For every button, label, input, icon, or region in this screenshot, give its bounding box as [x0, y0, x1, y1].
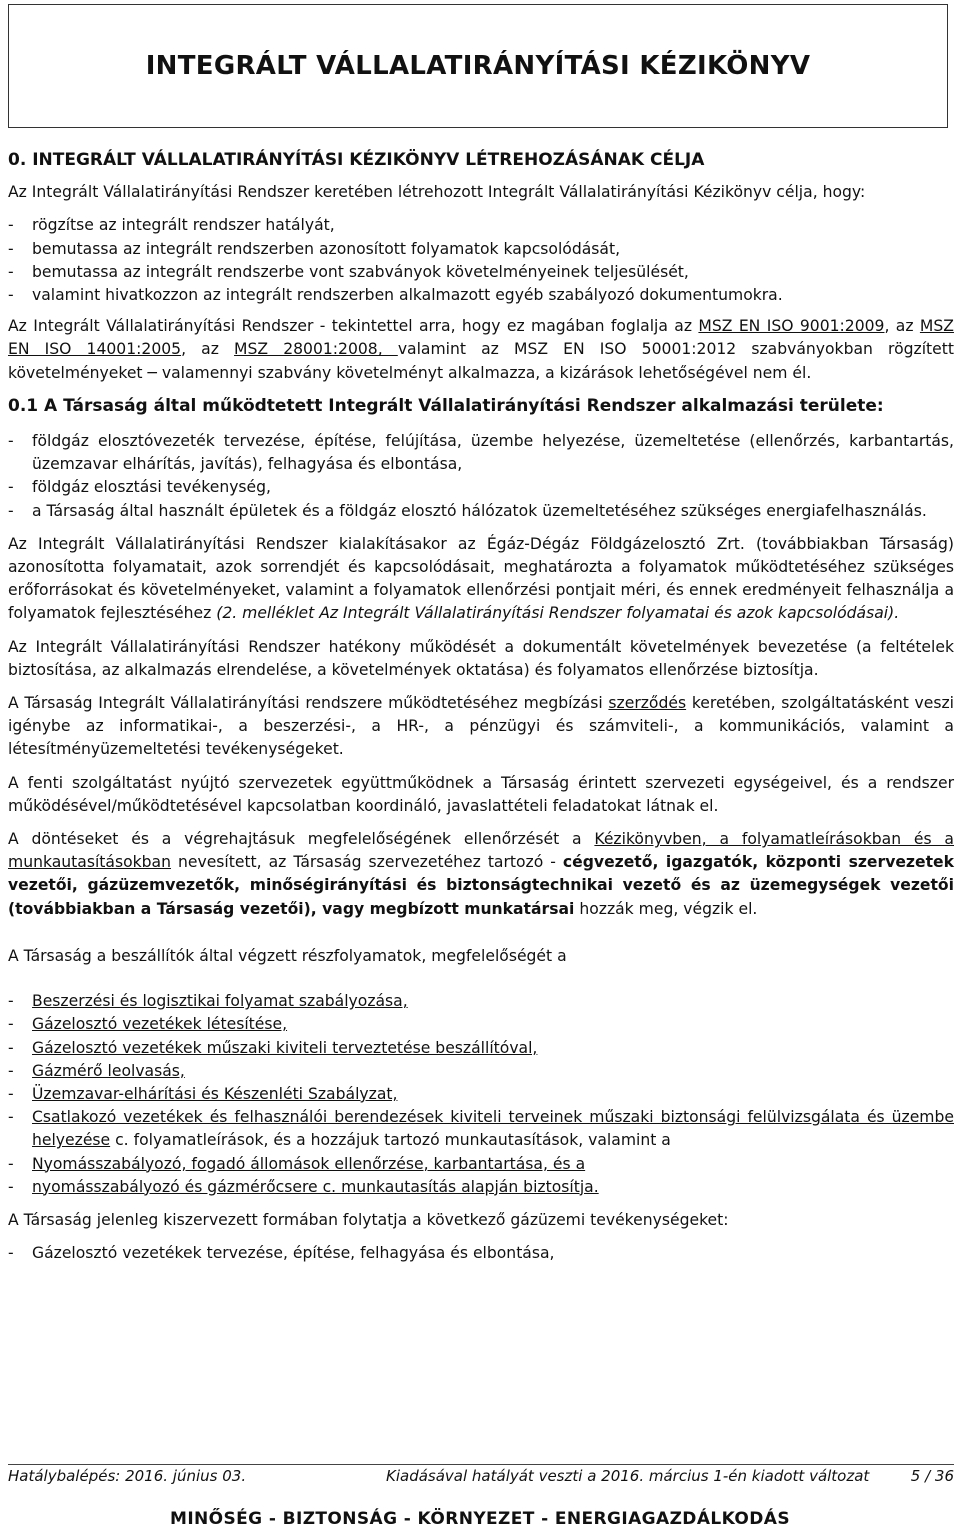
process-ref: Csatlakozó vezetékek és felhasználói berendezések kiviteli terveinek műszaki biztonsági felülvizsgálata és üzembe helyezése [32, 1108, 954, 1150]
standard-ref: MSZ 28001:2008, [234, 340, 398, 359]
paragraph: A Társaság a beszállítók által végzett részfolyamatok, megfelelőségét a [8, 946, 567, 965]
company-motto: MINŐSÉG - BIZTONSÁG - KÖRNYEZET - ENERGIAGAZDÁLKODÁS [170, 1509, 790, 1529]
standard-ref: MSZ EN ISO 14001:2005 [8, 317, 954, 359]
section-0-1-heading: 0.1 A Társaság által működtetett Integrált Vállalatirányítási Rendszer alkalmazási területe: [8, 395, 884, 416]
purpose-list [8, 214, 954, 307]
list-item [8, 1153, 954, 1176]
list-item [8, 1060, 954, 1083]
document-title: INTEGRÁLT VÁLLALATIRÁNYÍTÁSI KÉZIKÖNYV [145, 51, 811, 81]
paragraph: Az Integrált Vállalatirányítási Rendszer hatékony működését a dokumentált követelmények bevezetése (a feltételek biztosítása, az alkalmazás elrendelése, a követelmények oktatása) és folyamatos ellenőrzése biztosítja. [8, 637, 954, 679]
page-footer [8, 1464, 954, 1487]
process-ref: Gázelosztó vezetékek műszaki kiviteli terveztetése beszállítóval, [32, 1038, 538, 1057]
effective-date: Hatálybalépés: 2016. június 03. [8, 1467, 247, 1485]
process-ref: Gázmérő leolvasás, [32, 1061, 185, 1080]
supersede-note: Kiadásával hatályát veszti a 2016. március 1-én kiadott változat [386, 1467, 870, 1485]
list-item [8, 1176, 954, 1199]
list-item [8, 1083, 954, 1106]
paragraph: A Társaság jelenleg kiszervezett formában folytatja a következő gázüzemi tevékenységeket: [8, 1210, 729, 1229]
paragraph [8, 828, 954, 921]
text-run: valamint az MSZ EN ISO 50001:2012 szabványokban rögzített követelményeket ─ valamennyi szabvány követelményt alkalmazza, a kizárások lehetőségével nem él. [8, 340, 954, 382]
list-item: - bemutassa az integrált rendszerbe vont szabványok követelményeinek teljesülését, [8, 261, 954, 284]
list-item [8, 1106, 954, 1152]
list-item [8, 990, 954, 1013]
text-run: nevesített, az Társaság szervezetéhez tartozó - [170, 853, 563, 872]
paragraph [8, 533, 954, 626]
document-body [8, 149, 954, 1275]
process-ref: Gázelosztó vezetékek létesítése, [32, 1015, 288, 1034]
annex-reference: (2. melléklet Az Integrált Vállalatirányítási Rendszer folyamatai és azok kapcsolódásai). [216, 604, 900, 623]
underlined-term: szerződés [608, 694, 687, 713]
text-run: c. folyamatleírások, és a hozzájuk tartozó munkautasítások, valamint a [110, 1131, 671, 1150]
list-item: - bemutassa az integrált rendszerben azonosított folyamatok kapcsolódását, [8, 238, 954, 261]
standard-ref: MSZ EN ISO 9001:2009 [698, 317, 885, 336]
list-item: - rögzítse az integrált rendszer hatályát, [8, 214, 954, 237]
section-0-intro: Az Integrált Vállalatirányítási Rendszer keretében létrehozott Integrált Vállalatirányítási Kézikönyv célja, hogy: [8, 183, 866, 202]
text-run: Az Integrált Vállalatirányítási Rendszer kialakításakor az Égáz-Dégáz Földgázelosztó Zrt. (továbbiakban Társaság) azonosította folyamatait, azok sorrendjét és kapcsolódásait, meghatározta a folyamatok működtetéséhez szükséges erőforrásokat és követelményeket, valamint a folyamatok ellenőrzési pontjait méri, és ennek eredményeit felhasználja a folyamatok fejlesztéséhez [8, 534, 954, 623]
text-run: hozzák meg, végzik el. [574, 899, 758, 918]
standards-paragraph [8, 315, 954, 385]
text-run: A Társaság Integrált Vállalatirányítási rendszere működtetéséhez megbízási [8, 694, 609, 713]
list-item [8, 1037, 954, 1060]
process-ref: Üzemzavar-elhárítási és Készenléti Szabályzat, [32, 1084, 398, 1103]
list-item: - földgáz elosztási tevékenység, [8, 476, 954, 499]
title-box [8, 4, 948, 128]
text-run: , az [181, 340, 235, 359]
page-number: 5 / 36 [910, 1467, 954, 1485]
text-run: Az Integrált Vállalatirányítási Rendszer - tekintettel arra, hogy ez magában foglalja az [8, 317, 699, 336]
paragraph: A fenti szolgáltatást nyújtó szervezetek együttműködnek a Társaság érintett szervezeti egységeivel, és a rendszer működésével/működtetésével kapcsolatban koordináló, javaslattételi feladatokat látnak el. [8, 773, 954, 815]
list-item: - Gázelosztó vezetékek tervezése, építése, felhagyása és elbontása, [8, 1242, 954, 1265]
process-ref: nyomásszabályozó és gázmérőcsere c. munkautasítás alapján biztosítja. [32, 1177, 599, 1196]
process-ref: Nyomásszabályozó, fogadó állomások ellenőrzése, karbantartása, és a [32, 1154, 586, 1173]
section-0-heading: 0. INTEGRÁLT VÁLLALATIRÁNYÍTÁSI KÉZIKÖNYV LÉTREHOZÁSÁNAK CÉLJA [8, 150, 705, 170]
list-item: - földgáz elosztóvezeték tervezése, építése, felújítása, üzembe helyezése, üzemeltetése (ellenőrzés, karbantartás, üzemzavar elhárítás, javítás), felhagyása és elbontása, [8, 430, 954, 476]
outsourced-list [8, 1242, 954, 1265]
bold-term: cégvezető, igazgatók, központi szervezetek vezetői, gázüzemvezetők, minőségirányítási és biztonságtechnikai vezető és az üzemegységek vezetői (továbbiakban a Társaság vezetői), vagy megbízott munkatársai [8, 853, 954, 918]
list-item: - valamint hivatkozzon az integrált rendszerben alkalmazott egyéb szabályozó dokumentumokra. [8, 284, 954, 307]
underlined-term: Kézikönyvben, a folyamatleírásokban és a munkautasításokban [8, 830, 954, 872]
process-ref: Beszerzési és logisztikai folyamat szabályozása, [32, 992, 408, 1011]
scope-list [8, 430, 954, 523]
process-list [8, 990, 954, 1199]
text-run: keretében, szolgáltatásként veszi igénybe az informatikai-, a beszerzési-, a HR-, a pénzügyi és számviteli-, a kommunikációs, valamint a létesítményüzemeltetési tevékenységeket. [8, 694, 954, 759]
text-run: , az [884, 317, 920, 336]
text-run: A döntéseket és a végrehajtásuk megfelelőségének ellenőrzését a [8, 830, 595, 849]
list-item: - a Társaság által használt épületek és a földgáz elosztó hálózatok üzemeltetéséhez szükséges energiafelhasználás. [8, 500, 954, 523]
list-item [8, 1013, 954, 1036]
paragraph [8, 692, 954, 762]
